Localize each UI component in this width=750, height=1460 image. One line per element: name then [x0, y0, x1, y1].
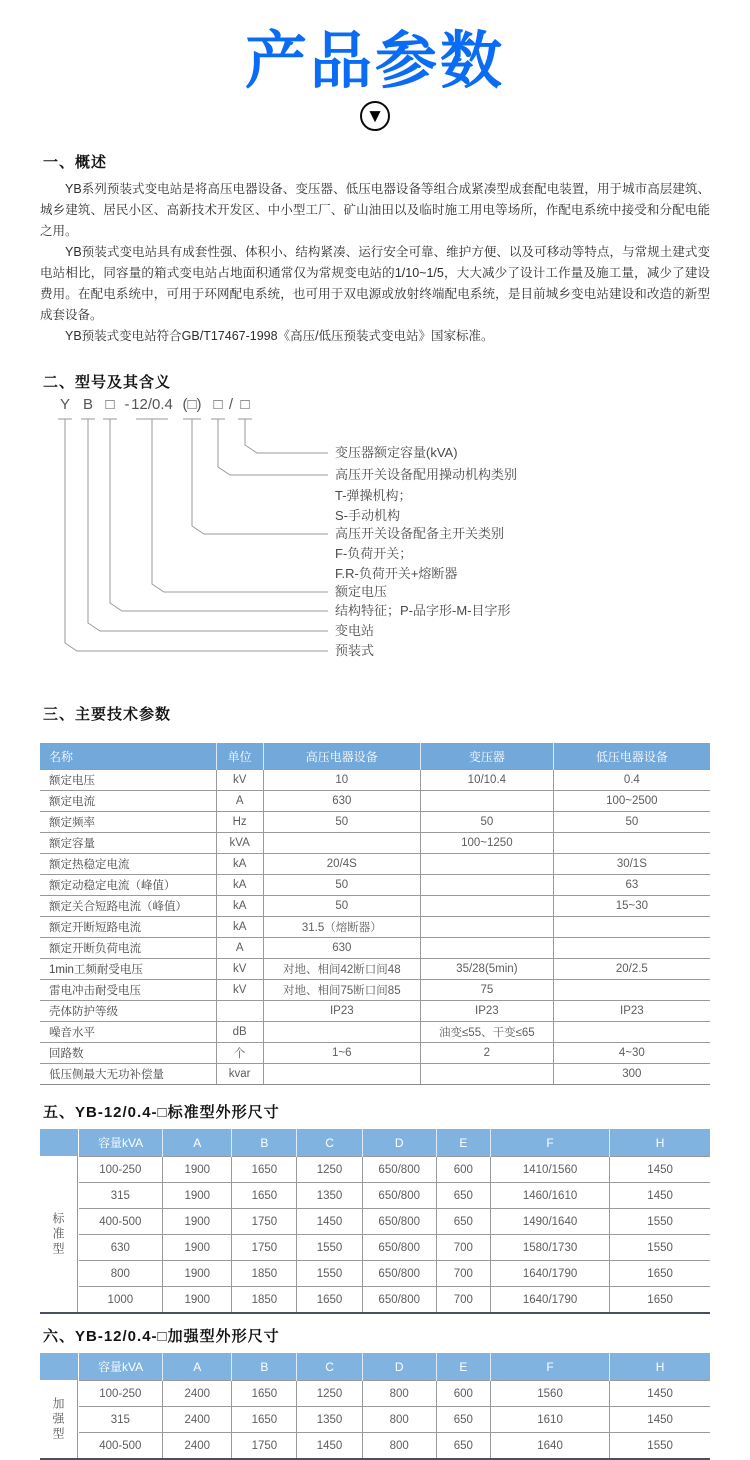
- dim-cell: 600: [436, 1381, 490, 1407]
- dim-cell: 800: [362, 1381, 436, 1407]
- col-header-c: C: [297, 1353, 362, 1381]
- table-row: [40, 791, 710, 812]
- hv-value-cell: 对地、相间75断口间85: [263, 980, 420, 1001]
- svg-text:B: B: [82, 396, 94, 414]
- dim-cell: 1900: [163, 1235, 232, 1261]
- dim-cell: 650/800: [362, 1235, 436, 1261]
- col-header-capacity: 容量kVA: [79, 1353, 163, 1381]
- dim-cell: 1550: [297, 1261, 362, 1287]
- param-name-cell: 额定开断短路电流: [40, 917, 216, 938]
- col-header-capacity: 容量kVA: [79, 1129, 163, 1157]
- col-header-c: C: [297, 1129, 362, 1157]
- transformer-value-cell: IP23: [421, 1001, 554, 1022]
- dim-cell: 1450: [610, 1183, 710, 1209]
- param-unit-cell: kA: [216, 854, 263, 875]
- dim-cell: 1650: [232, 1183, 297, 1209]
- capacity-cell: 400-500: [79, 1433, 163, 1459]
- diagram-label: 变压器额定容量(kVA): [335, 445, 458, 461]
- capacity-cell: 1000: [79, 1287, 163, 1313]
- dim-cell: 650: [436, 1407, 490, 1433]
- transformer-value-cell: [421, 854, 554, 875]
- hv-value-cell: [263, 1064, 420, 1085]
- col-header-e: E: [436, 1129, 490, 1157]
- col-header-a: A: [163, 1353, 232, 1381]
- lv-value-cell: 300: [553, 1064, 710, 1085]
- col-header-d: D: [362, 1353, 436, 1381]
- col-header-d: D: [362, 1129, 436, 1157]
- col-header-f: F: [490, 1129, 609, 1157]
- table-row: [40, 833, 710, 854]
- dim-cell: 1750: [232, 1235, 297, 1261]
- dim-cell: 1550: [610, 1235, 710, 1261]
- dim-cell: 1250: [297, 1381, 362, 1407]
- diagram-label: 结构特征；P-品字形-M-目字形: [335, 603, 511, 619]
- table-row: [79, 1183, 711, 1209]
- table-row: [79, 1261, 711, 1287]
- dim-cell: 700: [436, 1261, 490, 1287]
- table-row: [40, 938, 710, 959]
- dim-cell: 1650: [232, 1407, 297, 1433]
- overview-paragraph: YB系列预装式变电站是将高压电器设备、变压器、低压电器设备等组合成紧凑型成套配电装置，用于城市高层建筑、城乡建筑、居民小区、高新技术开发区、中小型工厂、矿山油田以及临时施工用电等场所，作配电系统中接受和分配电能之用。: [40, 182, 710, 239]
- param-name-cell: 额定电流: [40, 791, 216, 812]
- dim-cell: 1550: [610, 1209, 710, 1235]
- param-name-cell: 低压侧最大无功补偿量: [40, 1064, 216, 1085]
- param-name-cell: 额定关合短路电流（峰值）: [40, 896, 216, 917]
- dim-cell: 700: [436, 1235, 490, 1261]
- diagram-label: F.R-负荷开关+熔断器: [335, 566, 458, 582]
- table-row: [40, 1022, 710, 1043]
- param-unit-cell: kVA: [216, 833, 263, 854]
- transformer-value-cell: [421, 938, 554, 959]
- transformer-value-cell: 100~1250: [421, 833, 554, 854]
- hv-value-cell: IP23: [263, 1001, 420, 1022]
- transformer-value-cell: [421, 896, 554, 917]
- dim-cell: 1250: [297, 1157, 362, 1183]
- table-row: [79, 1235, 711, 1261]
- param-unit-cell: kA: [216, 896, 263, 917]
- hv-value-cell: 1~6: [263, 1043, 420, 1064]
- svg-text:Y: Y: [59, 396, 71, 414]
- section-heading-reinforced: 六、YB-12/0.4-□加强型外形尺寸: [43, 1328, 280, 1346]
- transformer-value-cell: 50: [421, 812, 554, 833]
- dim-cell: 1560: [490, 1381, 609, 1407]
- dim-cell: 800: [362, 1407, 436, 1433]
- col-header-unit: 单位: [216, 743, 263, 770]
- dim-cell: 700: [436, 1287, 490, 1313]
- table-row: [40, 1043, 710, 1064]
- param-name-cell: 壳体防护等级: [40, 1001, 216, 1022]
- table-row: [40, 980, 710, 1001]
- dim-cell: 1900: [163, 1157, 232, 1183]
- diagram-labels: [335, 445, 517, 658]
- lv-value-cell: [553, 980, 710, 1001]
- col-header-b: B: [232, 1129, 297, 1157]
- svg-text:□: □: [213, 396, 223, 414]
- lv-value-cell: [553, 833, 710, 854]
- dim-cell: 1460/1610: [490, 1183, 609, 1209]
- table-row: [79, 1157, 711, 1183]
- lv-value-cell: [553, 938, 710, 959]
- dim-cell: 1550: [297, 1235, 362, 1261]
- dim-cell: 1350: [297, 1407, 362, 1433]
- diagram-label: F-负荷开关；: [335, 546, 413, 562]
- dim-cell: 1650: [297, 1287, 362, 1313]
- hv-value-cell: 20/4S: [263, 854, 420, 875]
- table-row: [79, 1287, 711, 1313]
- col-header-f: F: [490, 1353, 609, 1381]
- product-parameters-page: [0, 26, 750, 1452]
- param-unit-cell: kV: [216, 980, 263, 1001]
- group-label: 标准型: [51, 1211, 65, 1257]
- dim-cell: 650: [436, 1209, 490, 1235]
- section-heading-model: 二、型号及其含义: [43, 374, 172, 392]
- param-unit-cell: kV: [216, 959, 263, 980]
- dim-cell: 1650: [232, 1157, 297, 1183]
- table-header-row: [79, 1129, 711, 1157]
- hv-value-cell: [263, 833, 420, 854]
- table-row: [40, 917, 710, 938]
- dim-cell: 2400: [163, 1407, 232, 1433]
- col-header-transformer: 变压器: [421, 743, 554, 770]
- diagram-label: 高压开关设备配用操动机构类别: [335, 467, 518, 483]
- capacity-cell: 400-500: [79, 1209, 163, 1235]
- param-name-cell: 额定容量: [40, 833, 216, 854]
- col-header-name: 名称: [40, 743, 216, 770]
- transformer-value-cell: 油变≤55、干变≤65: [421, 1022, 554, 1043]
- transformer-value-cell: [421, 917, 554, 938]
- lv-value-cell: IP23: [553, 1001, 710, 1022]
- dim-cell: 1350: [297, 1183, 362, 1209]
- hv-value-cell: [263, 1022, 420, 1043]
- param-name-cell: 1min工频耐受电压: [40, 959, 216, 980]
- table-row: [79, 1209, 711, 1235]
- param-name-cell: 雷电冲击耐受电压: [40, 980, 216, 1001]
- table-row: [40, 896, 710, 917]
- dim-cell: 1450: [610, 1407, 710, 1433]
- param-name-cell: 额定热稳定电流: [40, 854, 216, 875]
- page-title: 产品参数: [244, 27, 505, 96]
- dim-cell: 1410/1560: [490, 1157, 609, 1183]
- scroll-down-indicator: [40, 101, 710, 135]
- table-row: [40, 812, 710, 833]
- dim-cell: 600: [436, 1157, 490, 1183]
- dim-cell: 2400: [163, 1433, 232, 1459]
- lv-value-cell: [553, 1022, 710, 1043]
- param-unit-cell: A: [216, 938, 263, 959]
- reinforced-dimensions-table: [40, 1353, 710, 1460]
- dim-cell: 2400: [163, 1381, 232, 1407]
- dim-cell: 650/800: [362, 1183, 436, 1209]
- dim-cell: 650: [436, 1433, 490, 1459]
- transformer-value-cell: 2: [421, 1043, 554, 1064]
- table-row: [40, 1064, 710, 1085]
- transformer-value-cell: [421, 791, 554, 812]
- table-header-row: [79, 1353, 711, 1381]
- svg-text:12/0.4: 12/0.4: [131, 396, 173, 414]
- dim-cell: 1610: [490, 1407, 609, 1433]
- svg-text:□: □: [240, 396, 250, 414]
- group-label: 加强型: [51, 1396, 65, 1442]
- param-unit-cell: kV: [216, 770, 263, 791]
- lv-value-cell: 15~30: [553, 896, 710, 917]
- hv-value-cell: 50: [263, 812, 420, 833]
- diagram-label: 高压开关设备配备主开关类别: [335, 526, 505, 542]
- table-row: [40, 1001, 710, 1022]
- lv-value-cell: 50: [553, 812, 710, 833]
- dim-cell: 1450: [297, 1433, 362, 1459]
- lv-value-cell: 0.4: [553, 770, 710, 791]
- dim-cell: 1850: [232, 1261, 297, 1287]
- capacity-cell: 315: [79, 1407, 163, 1433]
- dim-cell: 1580/1730: [490, 1235, 609, 1261]
- param-unit-cell: kvar: [216, 1064, 263, 1085]
- group-label-cell: [40, 1380, 78, 1458]
- param-unit-cell: Hz: [216, 812, 263, 833]
- dim-cell: 1450: [610, 1157, 710, 1183]
- capacity-cell: 800: [79, 1261, 163, 1287]
- section-heading-overview: 一、概述: [43, 154, 108, 172]
- lv-value-cell: 4~30: [553, 1043, 710, 1064]
- dim-cell: 650/800: [362, 1287, 436, 1313]
- transformer-value-cell: [421, 1064, 554, 1085]
- dim-cell: 650: [436, 1183, 490, 1209]
- model-code: [60, 396, 250, 413]
- param-unit-cell: dB: [216, 1022, 263, 1043]
- capacity-cell: 315: [79, 1183, 163, 1209]
- diagram-label: 预装式: [335, 643, 375, 659]
- transformer-value-cell: 75: [421, 980, 554, 1001]
- param-name-cell: 额定开断负荷电流: [40, 938, 216, 959]
- capacity-cell: 100-250: [79, 1381, 163, 1407]
- dim-cell: 1750: [232, 1433, 297, 1459]
- transformer-value-cell: 10/10.4: [421, 770, 554, 791]
- transformer-value-cell: 35/28(5min): [421, 959, 554, 980]
- triangle-down-icon: ▼: [360, 101, 390, 131]
- svg-text:□: □: [105, 396, 115, 414]
- param-unit-cell: A: [216, 791, 263, 812]
- svg-text:/: /: [228, 396, 234, 414]
- lv-value-cell: [553, 917, 710, 938]
- hv-value-cell: 10: [263, 770, 420, 791]
- dim-cell: 650/800: [362, 1157, 436, 1183]
- dim-cell: 1550: [610, 1433, 710, 1459]
- param-unit-cell: 个: [216, 1043, 263, 1064]
- table-row: [40, 875, 710, 896]
- table-row: [79, 1407, 711, 1433]
- capacity-cell: 100-250: [79, 1157, 163, 1183]
- overview-paragraphs: [40, 179, 710, 347]
- col-header-e: E: [436, 1353, 490, 1381]
- param-unit-cell: kA: [216, 875, 263, 896]
- table-row: [79, 1433, 711, 1459]
- svg-text:(□): (□): [182, 396, 202, 414]
- dim-cell: 1650: [610, 1261, 710, 1287]
- hv-value-cell: 50: [263, 875, 420, 896]
- dim-cell: 1650: [232, 1381, 297, 1407]
- diagram-label: T-弹操机构；: [335, 488, 412, 504]
- table-row: [79, 1381, 711, 1407]
- param-name-cell: 额定频率: [40, 812, 216, 833]
- col-header-hv: 高压电器设备: [263, 743, 420, 770]
- transformer-value-cell: [421, 875, 554, 896]
- capacity-cell: 630: [79, 1235, 163, 1261]
- col-header-h: H: [610, 1353, 710, 1381]
- param-name-cell: 噪音水平: [40, 1022, 216, 1043]
- lv-value-cell: 30/1S: [553, 854, 710, 875]
- dim-cell: 1900: [163, 1183, 232, 1209]
- table-row: [40, 854, 710, 875]
- col-header-h: H: [610, 1129, 710, 1157]
- dim-cell: 1750: [232, 1209, 297, 1235]
- dim-cell: 1640: [490, 1433, 609, 1459]
- lv-value-cell: 100~2500: [553, 791, 710, 812]
- table-row: [40, 770, 710, 791]
- group-column: [40, 1129, 78, 1312]
- dim-cell: 650/800: [362, 1261, 436, 1287]
- lv-value-cell: 20/2.5: [553, 959, 710, 980]
- overview-paragraph: YB预装式变电站具有成套性强、体积小、结构紧凑、运行安全可靠、维护方便、以及可移动等特点，与常规土建式变电站相比，同容量的箱式变电站占地面积通常仅为常规变电站的1/10~1/5，大大减少了设计工作量及施工量，减少了建设费用。在配电系统中，可用于环网配电系统，也可用于双电源或放射终端配电系统，是目前城乡变电站建设和改造的新型成套设备。: [40, 245, 710, 323]
- model-designation-diagram: [33, 395, 723, 663]
- group-label-cell: [40, 1156, 78, 1312]
- dim-cell: 1490/1640: [490, 1209, 609, 1235]
- diagram-label: S-手动机构: [335, 508, 401, 524]
- dim-cell: 1900: [163, 1261, 232, 1287]
- hv-value-cell: 50: [263, 896, 420, 917]
- col-header-lv: 低压电器设备: [553, 743, 710, 770]
- hv-value-cell: 630: [263, 938, 420, 959]
- dim-cell: 1640/1790: [490, 1287, 609, 1313]
- diagram-label: 额定电压: [335, 584, 388, 600]
- group-header-stub: [40, 1129, 78, 1156]
- svg-text:-: -: [124, 396, 130, 414]
- lv-value-cell: 63: [553, 875, 710, 896]
- overview-paragraph: YB预装式变电站符合GB/T17467-1998《高压/低压预装式变电站》国家标准。: [65, 329, 494, 344]
- diagram-leader-lines: [58, 419, 328, 651]
- dim-cell: 1900: [163, 1287, 232, 1313]
- dim-cell: 1450: [297, 1209, 362, 1235]
- hv-value-cell: 对地、相间42断口间48: [263, 959, 420, 980]
- group-header-stub: [40, 1353, 78, 1380]
- col-header-a: A: [163, 1129, 232, 1157]
- group-column: [40, 1353, 78, 1458]
- param-unit-cell: [216, 1001, 263, 1022]
- section-heading-standard: 五、YB-12/0.4-□标准型外形尺寸: [43, 1104, 280, 1122]
- hv-value-cell: 31.5（熔断器）: [263, 917, 420, 938]
- hv-value-cell: 630: [263, 791, 420, 812]
- section-heading-tech: 三、主要技术参数: [43, 706, 172, 724]
- param-name-cell: 回路数: [40, 1043, 216, 1064]
- dim-cell: 800: [362, 1433, 436, 1459]
- param-unit-cell: kA: [216, 917, 263, 938]
- dim-cell: 1650: [610, 1287, 710, 1313]
- col-header-b: B: [232, 1353, 297, 1381]
- diagram-label: 变电站: [335, 623, 375, 639]
- table-row: [40, 959, 710, 980]
- table-header-row: [40, 743, 710, 770]
- dim-cell: 1640/1790: [490, 1261, 609, 1287]
- dim-cell: 1850: [232, 1287, 297, 1313]
- tech-params-table: [40, 743, 710, 1085]
- dim-cell: 1900: [163, 1209, 232, 1235]
- param-name-cell: 额定动稳定电流（峰值）: [40, 875, 216, 896]
- dim-cell: 1450: [610, 1381, 710, 1407]
- standard-dimensions-table: [40, 1129, 710, 1314]
- param-name-cell: 额定电压: [40, 770, 216, 791]
- dim-cell: 650/800: [362, 1209, 436, 1235]
